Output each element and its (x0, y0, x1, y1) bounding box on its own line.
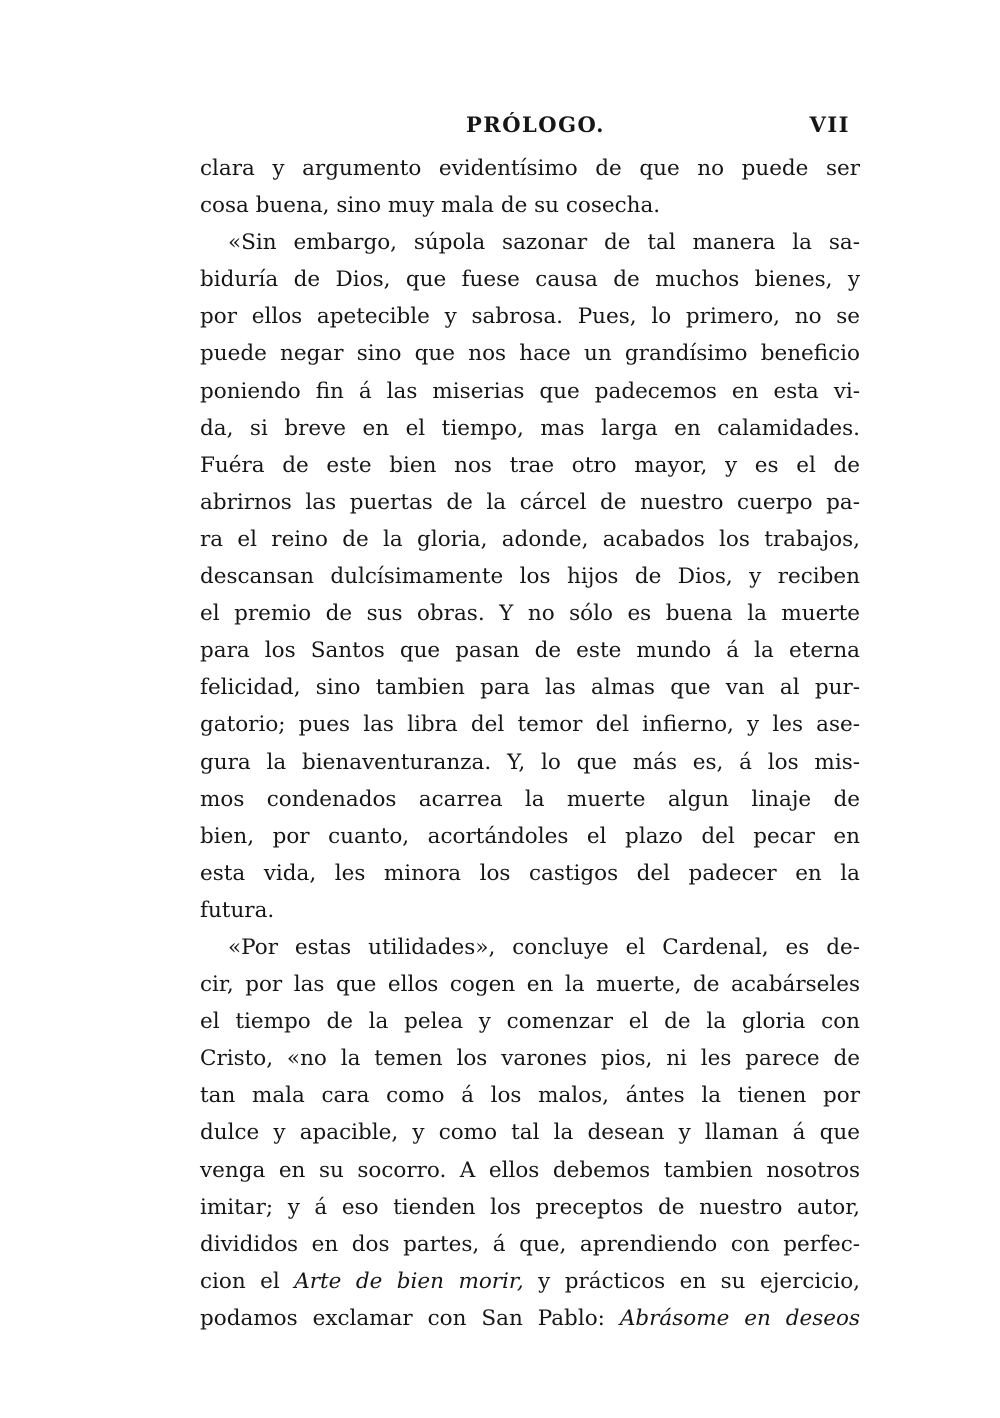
line-text: gura la bienaventuranza. Y, lo que más es, á los mis- (200, 749, 860, 775)
text-line (200, 669, 860, 706)
text-line (200, 187, 860, 224)
line-text: dulce y apacible, y como tal la desean y llaman á que (200, 1120, 860, 1146)
text-line (200, 1189, 860, 1226)
line-text: por ellos apetecible y sabrosa. Pues, lo primero, no se (200, 304, 860, 330)
text-line (200, 1300, 860, 1337)
line-text: esta vida, les minora los castigos del padecer en la (200, 860, 860, 886)
line-text: da, si breve en el tiempo, mas larga en calamidades. (200, 415, 860, 441)
text-line (200, 855, 860, 892)
line-text: Fuéra de este bien nos trae otro mayor, y es el de (200, 452, 860, 478)
text-line (200, 335, 860, 372)
text-line (200, 1152, 860, 1189)
line-text: para los Santos que pasan de este mundo á la eterna (200, 638, 860, 664)
running-header (200, 112, 850, 146)
line-text: abrirnos las puertas de la cárcel de nuestro cuerpo pa- (200, 489, 860, 515)
text-line (200, 410, 860, 447)
text-line (200, 1077, 860, 1114)
line-text: puede negar sino que nos hace un grandísimo beneficio (200, 341, 860, 367)
page-number: VII (809, 112, 850, 137)
line-text: biduría de Dios, que fuese causa de muchos bienes, y (200, 267, 860, 293)
line-text: bien, por cuanto, acortándoles el plazo del pecar en (200, 823, 860, 849)
text-line (200, 781, 860, 818)
text-line (200, 224, 860, 261)
text-line (200, 595, 860, 632)
paragraph (200, 224, 860, 929)
text-line (200, 1263, 860, 1300)
text-line (200, 706, 860, 743)
line-text: «Por estas utilidades», concluye el Cardenal, es de- (228, 934, 860, 960)
line-text: Cristo, «no la temen los varones pios, ni les parece de (200, 1046, 860, 1072)
text-line (200, 261, 860, 298)
line-text: el tiempo de la pelea y comenzar el de la gloria con (200, 1009, 860, 1035)
line-text: divididos en dos partes, á que, aprendiendo con perfec- (200, 1231, 860, 1257)
line-text: venga en su socorro. A ellos debemos tambien nosotros (200, 1157, 860, 1183)
line-text: y prácticos en su ejercicio, (523, 1268, 860, 1294)
line-text: ra el reino de la gloria, adonde, acabados los trabajos, (200, 526, 860, 552)
text-line (200, 298, 860, 335)
text-line (200, 558, 860, 595)
text-line (200, 818, 860, 855)
line-text: felicidad, sino tambien para las almas que van al pur- (200, 675, 860, 701)
line-text: futura. (200, 897, 275, 923)
line-text: descansan dulcísimamente los hijos de Dios, y reciben (200, 564, 860, 590)
line-text: tan mala cara como á los malos, ántes la tienen por (200, 1083, 860, 1109)
line-text: poniendo fin á las miserias que padecemos en esta vi- (200, 378, 860, 404)
paragraph (200, 929, 860, 1337)
text-line (200, 1040, 860, 1077)
text-line (200, 1114, 860, 1151)
line-text: cion el (200, 1268, 295, 1294)
italic-title: Abrásome en deseos (619, 1305, 861, 1331)
text-line (200, 1226, 860, 1263)
text-line (200, 484, 860, 521)
text-line (200, 744, 860, 781)
paragraph (200, 150, 860, 224)
text-line (200, 521, 860, 558)
line-text: cosa buena, sino muy mala de su cosecha. (200, 193, 661, 219)
body-text (200, 150, 860, 1337)
line-text: «Sin embargo, súpola sazonar de tal manera la sa- (228, 230, 860, 256)
text-line (200, 892, 860, 929)
line-text: el premio de sus obras. Y no sólo es buena la muerte (200, 601, 860, 627)
line-text: mos condenados acarrea la muerte algun linaje de (200, 786, 860, 812)
running-title: PRÓLOGO. (466, 112, 605, 137)
text-line (200, 373, 860, 410)
line-text: cir, por las que ellos cogen en la muerte, de acabárseles (200, 972, 860, 998)
text-line (200, 1003, 860, 1040)
text-line (200, 966, 860, 1003)
line-text: imitar; y á eso tienden los preceptos de nuestro autor, (200, 1194, 860, 1220)
text-line (200, 150, 860, 187)
line-text: podamos exclamar con San Pablo: (200, 1305, 620, 1331)
line-text: gatorio; pues las libra del temor del infierno, y les ase- (200, 712, 860, 738)
line-text: clara y argumento evidentísimo de que no puede ser (200, 156, 860, 181)
text-line (200, 632, 860, 669)
text-line (200, 447, 860, 484)
text-line (200, 929, 860, 966)
italic-title: Arte de bien morir, (294, 1268, 524, 1294)
